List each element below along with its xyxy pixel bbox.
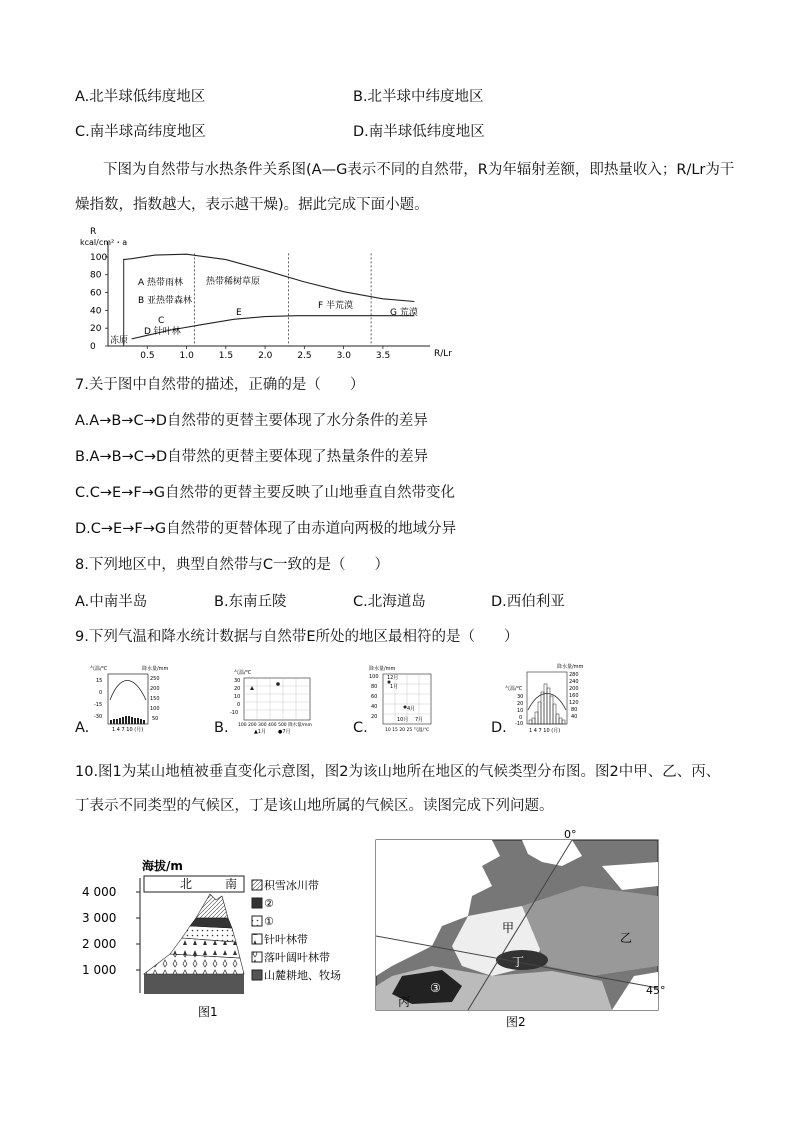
fig1-legend-base: 山麓耕地、牧场 [264,969,341,982]
q7-stem: 7.关于图中自然带的描述，正确的是（ ） [75,377,365,393]
mini-b-yt-2: 10 [234,694,241,700]
chart-y-tick-label: 100 [90,252,108,263]
mini-d-precip-label: 降水量/mm [557,664,584,670]
mini-b-yt-3: 0 [237,702,241,708]
mini-b-xlabel: 100 200 300 400 500 降水量/mm [238,723,312,728]
fig1-legend-conifer: 针叶林带 [264,933,308,946]
fig2-bing: 丙 [398,995,411,1009]
q9-option-d: D. [491,720,507,736]
mini-a-yt-1: 0 [99,690,103,696]
mini-a-yp-1: 200 [150,686,160,692]
intro-line-2: 燥指数，指数越大，表示越干燥)。据此完成下面小题。 [75,197,429,213]
chart-ylabel: R [90,227,97,237]
chart-x-tick-label: 1.5 [218,351,234,358]
mini-d-yt-1: 20 [517,701,524,707]
mini-b-jul-marker [276,682,280,686]
q8-option-a: A.中南半岛 [75,594,148,610]
label-e: E [236,308,242,318]
q7-option-d: D.C→E→F→G自然带的更替体现了由赤道向两极的地域分异 [75,521,457,537]
fig2-yi: 乙 [620,931,633,945]
q8-option-d: D.西伯利亚 [491,594,565,610]
mini-a-yp-0: 250 [150,676,160,682]
fig2-jia: 甲 [502,921,515,935]
mini-a-temp-label: 气温/℃ [90,666,108,672]
fig1-ytick-3000: 3 000 [82,911,117,925]
natural-zone-chart [78,226,458,358]
q7-option-a: A.A→B→C→D自然带的更替主要体现了水分条件的差异 [75,413,428,429]
chart-x-tick-label: 2.5 [297,351,312,358]
fig1-ytick-1000: 1 000 [82,963,117,977]
mini-d-yp-6: 40 [571,714,578,720]
chart-x-tick-label: 3.0 [336,351,351,358]
mini-d-yp-5: 80 [571,707,578,713]
label-g: G 荒漠 [390,308,418,318]
mini-chart-d [505,662,595,734]
mini-b-yt-0: 30 [234,678,241,684]
q9-option-a: A. [75,720,90,736]
fig1-legend-swatch-base [252,970,262,980]
mini-d-yt-4: -10 [515,721,524,727]
q8-option-c: C.北海道岛 [353,594,426,610]
mini-a-months: 1 4 7 10 (月) [112,727,144,733]
fig1-ytick-4000: 4 000 [82,885,117,899]
label-c: C [158,316,165,326]
figure-2-climate-map [372,826,668,1030]
mini-c-jul: 7月 [415,717,424,723]
mini-d-yp-4: 120 [569,700,579,706]
q9-stem: 9.下列气温和降水统计数据与自然带E所处的地区最相符的是（ ） [75,629,519,645]
label-tundra: 冻原 [110,336,129,346]
figure-1-vertical-belts [80,838,370,1028]
mini-c-precip-label: 降水量/mm [369,666,396,672]
fig1-legend-snow: 积雪冰川带 [264,879,319,892]
mini-a-precip-label: 降水量/mm [142,666,169,672]
mini-c-yp-2: 60 [371,694,378,700]
mini-a-temp-curve [110,681,146,701]
q7-option-b: B.A→B→C→D自带然的更替主要体现了热量条件的差异 [75,449,429,465]
mini-chart-a [90,664,170,734]
mini-d-yt-2: 10 [517,708,524,714]
chart-y-tick-label: 80 [90,270,102,281]
fig1-ytick-2000: 2 000 [82,937,117,951]
mini-d-precip-bars [529,684,565,724]
option-6a: A.北半球低纬度地区 [75,89,206,105]
mini-c-yp-4: 20 [371,714,378,720]
fig1-belt-2 [190,918,232,928]
q10-line-1: 10.图1为某山地植被垂直变化示意图，图2为该山地所在地区的气候类型分布图。图2中甲、乙、丙、 [75,764,721,780]
fig1-snow-belt [196,894,228,918]
mini-d-yp-2: 200 [569,686,579,692]
chart-x-tick-label: 1.0 [179,351,194,358]
mini-c-jan: 1月 [390,684,399,690]
mini-b-yt-1: 20 [234,686,241,692]
q7-option-c: C.C→E→F→G自然带的更替主要反映了山地垂直自然带变化 [75,485,456,501]
q10-line-2: 丁表示不同类型的气候区，丁是该山地所属的气候区。读图完成下列问题。 [75,798,554,814]
mini-d-yp-3: 160 [569,693,579,699]
mini-c-apr: 4月 [407,706,416,712]
mini-d-yt-3: 0 [519,715,523,721]
label-savanna: 热带稀树草原 [206,277,261,287]
mini-a-yp-2: 150 [150,696,160,702]
mini-b-yt-4: -10 [230,710,239,716]
label-b: B 亚热带森林 [138,296,193,306]
fig1-legend-2: ② [264,897,274,910]
mini-a-yp-3: 100 [150,706,160,712]
chart-y-tick-label: 20 [90,324,102,335]
fig2-caption: 图2 [506,1015,526,1029]
fig1-legend-deciduous: 落叶阔叶林带 [264,951,330,964]
fig1-legend-swatch-deciduous [252,952,262,962]
mini-d-yp-1: 240 [569,679,579,685]
chart-x-tick-label: 2.0 [258,351,273,358]
q9-option-b: B. [214,720,229,736]
mini-a-yp-4: 50 [152,716,159,722]
chart-y-tick-label: 40 [90,306,102,317]
mini-d-temp-label: 气温/℃ [505,686,523,692]
fig1-north: 北 [180,877,193,891]
fig1-legend-swatch-1 [252,916,262,926]
label-a: A 热带雨林 [138,278,184,288]
option-6b: B.北半球中纬度地区 [353,89,484,105]
fig1-legend-1: ① [264,915,274,928]
mini-c-dec: 12月 [387,675,399,681]
fig1-legend-swatch-snow [252,880,262,890]
fig2-label-3: ③ [430,981,441,995]
mini-chart-c [365,664,455,734]
intro-line-1: 下图为自然带与水热条件关系图(A—G表示不同的自然带，R为年辐射差额，即热量收入；R/Lr为干 [103,162,735,178]
label-d: D 针叶林 [144,327,181,337]
mini-c-yp-3: 40 [371,704,378,710]
chart-x-tick-label: 3.5 [375,351,391,358]
mini-b-legend-jul: ●7月 [278,729,291,734]
chart-y-tick-label: 60 [90,288,102,299]
mini-b-jan-marker [250,686,254,690]
mini-d-yt-0: 30 [517,694,524,700]
fig2-lon-label: 0° [564,828,577,841]
fig1-legend-swatch-conifer [252,934,262,944]
fig1-base-belt [144,974,244,994]
q8-stem: 8.下列地区中，典型自然带与C一致的是（ ） [75,557,389,573]
chart-y-tick-label: 0 [90,342,96,352]
mini-chart-b [228,668,328,734]
mini-c-yp-1: 80 [371,684,378,690]
mini-a-yt-0: 15 [96,678,103,684]
fig1-south: 南 [225,877,238,891]
option-6c: C.南半球高纬度地区 [75,124,206,140]
option-6d: D.南半球低纬度地区 [353,124,485,140]
fig1-caption: 图1 [198,1005,218,1019]
q8-option-b: B.东南丘陵 [214,594,287,610]
fig2-lat-label: 45° [646,984,666,997]
mini-b-temp-label: 气温/℃ [234,670,252,676]
q9-option-c: C. [353,720,368,736]
mini-c-yp-0: 100 [369,674,379,680]
fig1-legend-swatch-2 [252,898,262,908]
fig2-ding: 丁 [512,955,525,969]
mini-c-oct: 10月 [397,717,409,723]
mini-d-yp-0: 280 [569,672,579,678]
mini-a-yt-3: -30 [94,714,103,720]
mini-a-precip-bars [110,716,145,724]
mini-a-yt-2: -15 [94,702,103,708]
chart-x-tick-label: 0.5 [140,351,155,358]
chart-xlabel: R/Lr [434,349,452,358]
mini-b-legend-jan: ▲1月 [254,729,267,734]
label-f: F 半荒漠 [318,301,354,311]
chart-yunit: kcal/cm²・a [80,238,128,247]
mini-c-xlabel: 10 15 20 25 气温/℃ [385,728,430,733]
mini-d-months: 1 4 7 10 (月) [529,728,561,734]
fig1-ylabel: 海拔/m [142,859,183,873]
